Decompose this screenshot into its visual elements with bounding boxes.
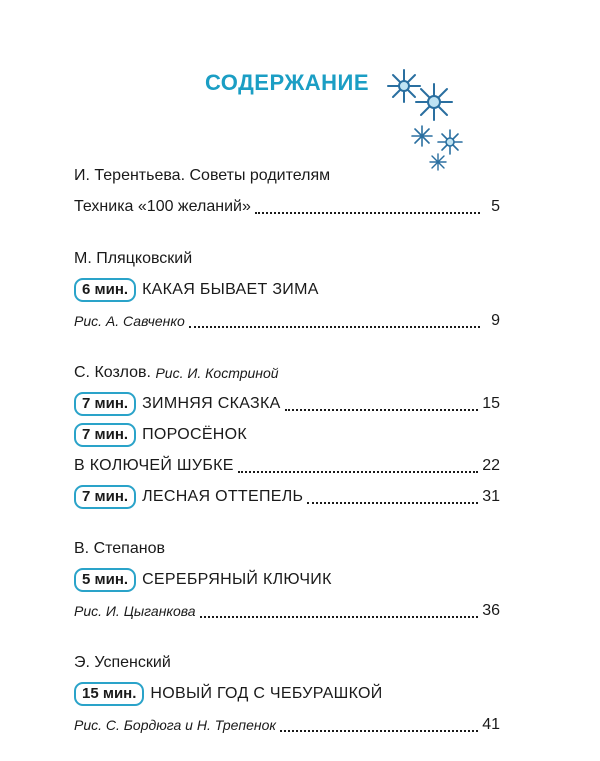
contents-title: СОДЕРЖАНИЕ: [204, 70, 370, 95]
toc-group: [74, 357, 500, 512]
illustrator-credit: Рис. А. Савченко: [74, 312, 185, 329]
dot-leader: [285, 408, 479, 411]
group-header: [74, 243, 500, 274]
table-of-contents: [74, 160, 500, 761]
toc-group: [74, 533, 500, 626]
dot-leader: [307, 501, 478, 504]
author: В. Степанов: [74, 539, 165, 557]
group-header: [74, 160, 500, 191]
author: Э. Успенский: [74, 653, 171, 671]
toc-entry-continued[interactable]: [74, 450, 500, 481]
entry-title: Техника «100 желаний»: [74, 197, 251, 215]
dot-leader: [280, 729, 478, 732]
entry-title: НОВЫЙ ГОД С ЧЕБУРАШКОЙ: [150, 684, 383, 702]
toc-entry[interactable]: [74, 678, 500, 709]
toc-entry[interactable]: [74, 564, 500, 595]
toc-entry[interactable]: [74, 388, 500, 419]
group-header: [74, 357, 500, 388]
toc-entry-credit: [74, 595, 500, 626]
toc-group: [74, 647, 500, 740]
reading-time-badge: 15 мин.: [74, 682, 144, 706]
group-header: [74, 647, 500, 678]
toc-entry[interactable]: [74, 274, 500, 305]
toc-entry[interactable]: [74, 481, 500, 512]
page-number: 36: [482, 601, 500, 619]
entry-title: ЛЕСНАЯ ОТТЕПЕЛЬ: [142, 487, 304, 505]
page-number: 41: [482, 715, 500, 733]
reading-time-badge: 7 мин.: [74, 423, 136, 447]
page-number: 15: [482, 394, 500, 412]
reading-time-badge: 7 мин.: [74, 392, 136, 416]
snowflakes-icon: [382, 62, 472, 174]
entry-title: СЕРЕБРЯНЫЙ КЛЮЧИК: [142, 570, 332, 588]
page-number: 9: [491, 311, 500, 329]
author: И. Терентьева.: [74, 166, 186, 184]
header-text: Советы родителям: [189, 166, 331, 184]
dot-leader: [200, 615, 479, 618]
reading-time-badge: 5 мин.: [74, 568, 136, 592]
page-number: 22: [482, 456, 500, 474]
toc-entry[interactable]: [74, 191, 500, 222]
entry-title: В КОЛЮЧЕЙ ШУБКЕ: [74, 456, 234, 474]
dot-leader: [238, 470, 478, 473]
dot-leader: [189, 325, 480, 328]
entry-title: ЗИМНЯЯ СКАЗКА: [142, 394, 281, 412]
page-number: 5: [491, 197, 500, 215]
reading-time-badge: 7 мин.: [74, 485, 136, 509]
illustrator-credit: Рис. И. Костриной: [155, 364, 279, 381]
illustrator-credit: Рис. И. Цыганкова: [74, 602, 196, 619]
reading-time-badge: 6 мин.: [74, 278, 136, 302]
toc-group: [74, 160, 500, 222]
author: С. Козлов.: [74, 363, 151, 381]
entry-title: КАКАЯ БЫВАЕТ ЗИМА: [142, 280, 319, 298]
toc-group: [74, 243, 500, 336]
group-header: [74, 533, 500, 564]
illustrator-credit: Рис. С. Бордюга и Н. Трепенок: [74, 716, 276, 733]
entry-title: ПОРОСЁНОК: [142, 425, 248, 443]
toc-entry-credit: [74, 709, 500, 740]
toc-entry[interactable]: [74, 419, 500, 450]
page-number: 31: [482, 487, 500, 505]
author: М. Пляцковский: [74, 249, 193, 267]
toc-entry-credit: [74, 305, 500, 336]
dot-leader: [255, 211, 480, 214]
